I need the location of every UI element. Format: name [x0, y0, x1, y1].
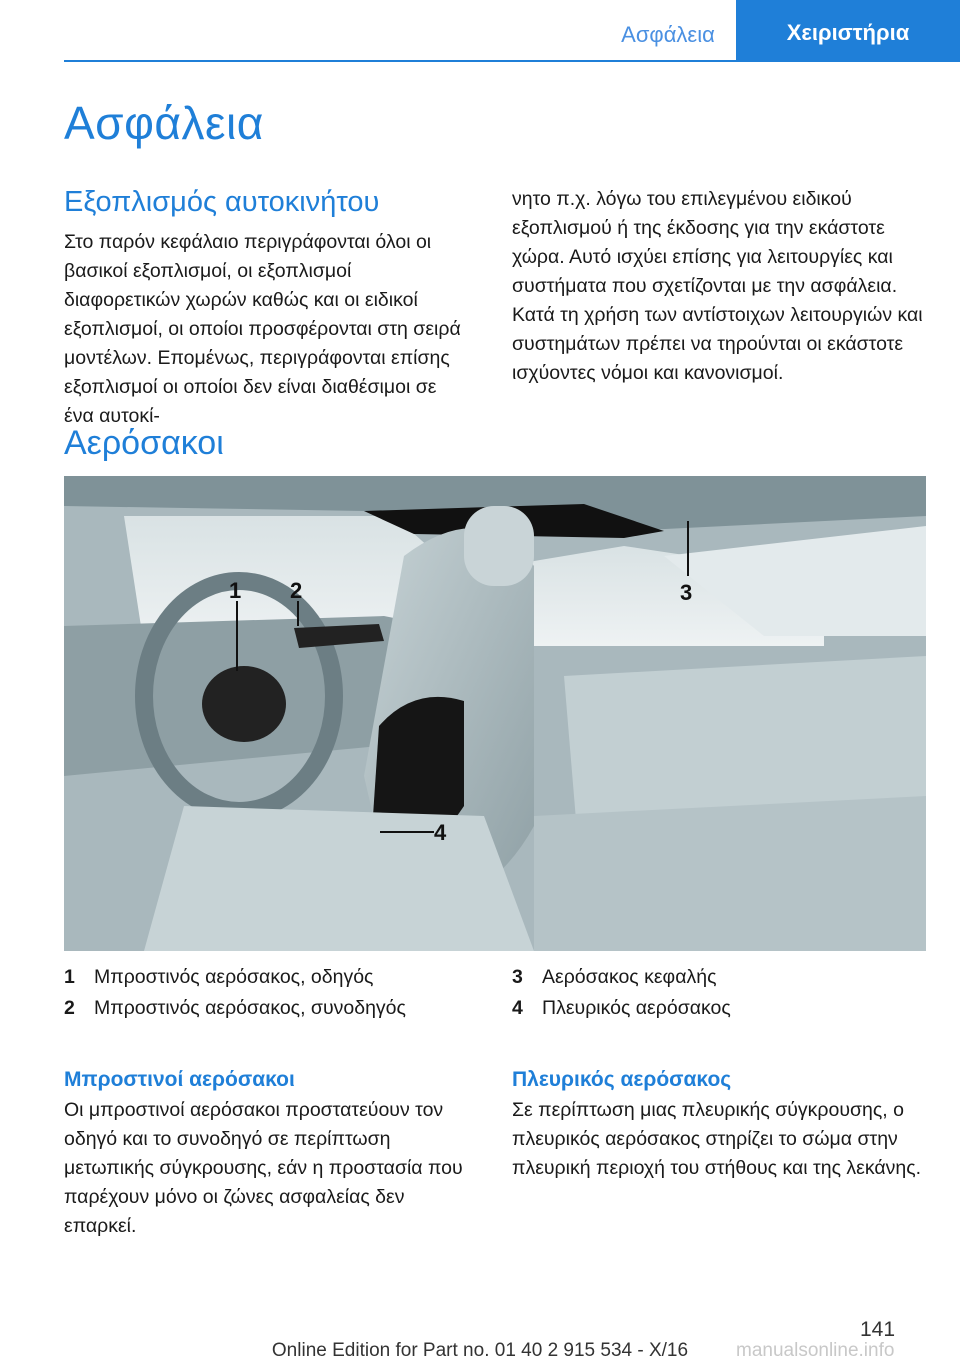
legend-right — [512, 962, 731, 1024]
header-tab-handling[interactable]: Χειριστήρια — [736, 0, 960, 62]
legend-item — [512, 962, 731, 993]
callout-2: 2 — [290, 578, 303, 603]
car-interior-drawing — [64, 476, 926, 951]
page-header — [0, 0, 960, 62]
section-heading-equipment: Εξοπλισμός αυτοκινήτου — [64, 186, 380, 218]
legend-item — [64, 962, 406, 993]
equipment-text-left: Στο παρόν κεφάλαιο περιγράφονται όλοι οι βασικοί εξοπλισμοί, οι εξοπλισμοί διαφορετικών χωρών καθώς και οι ειδικοί εξοπλισμοί, οι οποίοι προσφέρονται στη σειρά μοντέλων. Επομένως, περιγράφονται επίσης εξοπλισμοί οι οποίοι δεν είναι διαθέσιμοι σε ένα αυτοκί- — [64, 231, 461, 427]
airbag-illustration — [64, 476, 926, 951]
section-heading-airbags: Αερόσακοι — [64, 424, 224, 462]
callout-1: 1 — [229, 578, 242, 603]
legend-text: Πλευρικός αερόσακος — [542, 997, 731, 1019]
page-title: Ασφάλεια — [64, 97, 264, 149]
equipment-text-right: νητο π.χ. λόγω του επιλεγμένου ειδικού εξοπλισμού ή της έκδοσης για την εκάστοτε χώρα. Αυτό ισχύει επίσης για λειτουργίες και συστήματα που σχετίζονται με την ασφάλεια. Κατά τη χρήση των αντίστοιχων λειτουργιών και συστημάτων πρέπει να τηρούνται οι εκάστοτε ισχύοντες νόμοι και κανονισμοί. — [512, 188, 923, 384]
edition-line: Online Edition for Part no. 01 40 2 915 534 - X/16 — [271, 1340, 689, 1361]
heading-front-airbags: Μπροστινοί αερόσακοι — [64, 1068, 295, 1091]
side-airbag-text: Σε περίπτωση μιας πλευρικής σύγκρουσης, ο πλευρικός αερόσακος στηρίζει το σώμα στην πλευρική περιοχή του στήθους και της λεκάνης. — [512, 1099, 922, 1179]
legend-num: 3 — [512, 966, 523, 988]
legend-item — [512, 993, 731, 1024]
front-airbags-text: Οι μπροστινοί αερόσακοι προστατεύουν τον οδηγό και το συνοδηγό σε περίπτωση μετωπικής σύγκρουσης, εάν η προστασία που παρέχουν μόνο οι ζώνες ασφαλείας δεν επαρκεί. — [64, 1099, 463, 1237]
header-tab-safety[interactable]: Ασφάλεια — [621, 22, 715, 47]
watermark: manualsonline.info — [736, 1340, 895, 1361]
legend-text: Μπροστινός αερόσακος, οδηγός — [94, 966, 374, 988]
legend-num: 2 — [64, 997, 75, 1019]
callout-4: 4 — [434, 820, 447, 845]
legend-left — [64, 962, 406, 1024]
legend-text: Αερόσακος κεφαλής — [542, 966, 717, 988]
heading-side-airbag: Πλευρικός αερόσακος — [512, 1068, 732, 1091]
legend-item — [64, 993, 406, 1024]
legend-num: 1 — [64, 966, 75, 988]
callout-3: 3 — [680, 580, 693, 605]
header-rule — [64, 60, 960, 62]
page-number: 141 — [860, 1318, 896, 1341]
legend-text: Μπροστινός αερόσακος, συνοδηγός — [94, 997, 406, 1019]
legend-num: 4 — [512, 997, 523, 1019]
